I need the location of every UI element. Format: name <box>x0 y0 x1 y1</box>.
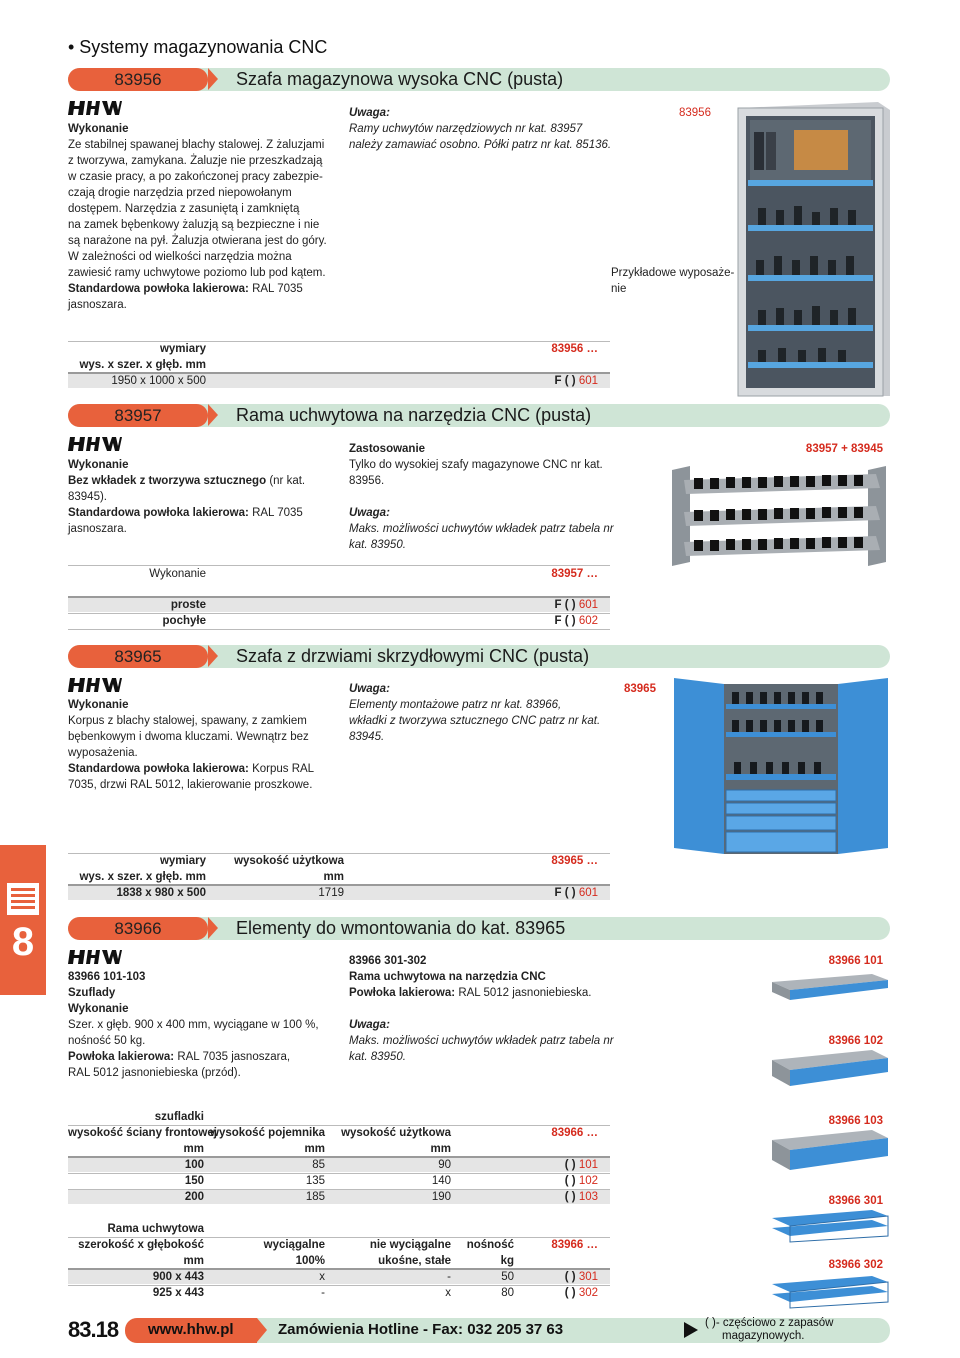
image-label: 83966 103 <box>828 1115 883 1127</box>
description: 83966 301-302 Rama uchwytowa na narzędzia CNC Powłoka lakierowa: RAL 5012 jasnoniebieska. Uwaga: Maks. możliwości uchwytów wkładek patrz tabela nr kat. 83950. <box>349 955 614 1063</box>
table-cell-code: ( ) 102 <box>564 1175 598 1187</box>
table-cell: 90 <box>438 1159 451 1171</box>
table-header: mm <box>183 1255 204 1267</box>
image-label: 83966 101 <box>828 955 883 967</box>
image-label: 83966 102 <box>828 1035 883 1047</box>
section-title: Elementy do wmontowania do kat. 83965 <box>236 918 566 938</box>
table-header: ukośne, stałe <box>378 1255 451 1267</box>
table-cell: 185 <box>305 1191 325 1203</box>
section-title: Szafa z drzwiami skrzydłowymi CNC (pusta) <box>236 646 590 666</box>
note-text: Uwaga: Elementy montażowe patrz nr kat. 83966, wkładki z tworzywa sztucznego CNC patrz nr kat. 83945. <box>349 683 601 743</box>
rail-image <box>770 1208 890 1244</box>
table-header-code: 83965 … <box>551 855 598 867</box>
image-label: 83957 + 83945 <box>805 443 883 455</box>
table-header: wysokość pojemnika <box>210 1127 326 1139</box>
table-cell: - <box>447 1271 451 1283</box>
drawer-image <box>770 1128 890 1172</box>
table-header: wysokość użytkowa <box>234 855 344 867</box>
play-arrow-icon <box>684 1322 698 1338</box>
table-cell: 85 <box>312 1159 325 1171</box>
table-cell: - <box>321 1287 325 1299</box>
table-header: wys. x szer. x głęb. mm <box>79 359 206 371</box>
table-header: wyciągalne <box>263 1239 325 1251</box>
table-cell-code: F ( ) 601 <box>554 887 598 899</box>
usage-text: Zastosowanie Tylko do wysokiej szafy magazynowe CNC nr kat. 83956. Uwaga: Maks. możliwości uchwytów wkładek patrz tabela nr kat. 83950. <box>349 443 614 551</box>
section-number: 83956 <box>68 68 208 91</box>
table-header: wysokość użytkowa <box>341 1127 451 1139</box>
table-cell: 925 x 443 <box>152 1287 204 1299</box>
description: Wykonanie Korpus z blachy stalowej, spawany, z zamkiem bębenkowym i dwoma kluczami. Wewnątrz bez wyposażenia. Standardowa powłoka lakierowa: Korpus RAL 7035, drzwi RAL 5012, lakierowanie proszkowe. <box>68 699 315 791</box>
table-cell: 140 <box>431 1175 451 1187</box>
table-header: szerokość x głębokość <box>78 1239 204 1251</box>
table-header: Rama uchwytowa <box>107 1223 204 1235</box>
table-header: nie wyciągalne <box>369 1239 451 1251</box>
table-header: nośność <box>466 1239 514 1251</box>
table-header-code: 83966 … <box>551 1239 598 1251</box>
note-text: Ramy uchwytów narzędziowych nr kat. 83957 należy zamawiać osobno. Półki patrz nr kat. 85136. <box>349 123 612 151</box>
hhw-logo <box>68 950 122 964</box>
image-label: 83966 301 <box>828 1195 883 1207</box>
rack-image <box>668 466 890 566</box>
table-header: szufladki <box>154 1111 204 1123</box>
table-cell: 1838 x 980 x 500 <box>116 887 206 899</box>
section-number: 83957 <box>68 404 208 427</box>
table-rule <box>68 629 610 630</box>
footer-hotline: Zamówienia Hotline - Fax: 032 205 37 63 <box>278 1321 564 1338</box>
footer-url[interactable]: www.hhw.pl <box>148 1321 234 1338</box>
footer-note: ( )- częściowo z zapasów magazynowych. <box>705 1317 834 1342</box>
footer-url-tip <box>257 1318 267 1342</box>
description: Wykonanie Bez wkładek z tworzywa sztucznego (nr kat. 83945). Standardowa powłoka lakierowa: RAL 7035 jasnoszara. <box>68 459 306 535</box>
table-header: mm <box>430 1143 451 1155</box>
table-header: wymiary <box>159 343 206 355</box>
note-heading: Uwaga: <box>349 107 390 119</box>
table-cell: proste <box>170 599 206 611</box>
table-header-code: 83957 … <box>551 568 598 580</box>
table-cell: pochyłe <box>162 615 206 627</box>
table-header-code: 83966 … <box>551 1127 598 1139</box>
hhw-logo <box>68 101 122 115</box>
section-number: 83966 <box>68 917 208 940</box>
table-cell: 150 <box>184 1175 204 1187</box>
drawer-image <box>770 970 890 1004</box>
document-icon <box>6 882 40 916</box>
hhw-logo <box>68 437 122 451</box>
table-cell-code: F ( ) 601 <box>554 375 598 387</box>
page-title: • Systemy magazynowania CNC <box>68 37 328 57</box>
section-title: Szafa magazynowa wysoka CNC (pusta) <box>236 69 564 89</box>
table-header: mm <box>304 1143 325 1155</box>
table-header-code: 83956 … <box>551 343 598 355</box>
rail-image <box>770 1274 890 1310</box>
section-number: 83965 <box>68 645 208 668</box>
hhw-logo <box>68 678 122 692</box>
description: Ze stabilnej spawanej blachy stalowej. Z żaluzjami z tworzywa, zamykana. Żaluzje nie przeszkadzają w czasie pracy, a po zakończonej pracy zabezpie- czają drogie narzędzia przed niepowołanym dostępem. Narzędzia z zasuniętą i zamkniętą na zamek bębenkowy żaluzją są bezpieczne i nie są narażone na pył. Żaluzja otwierana jest do góry. W zależności od wielkości narzędzia można zawiesić ramy uchwytowe poziomo lub pod kątem. Standardowa powłoka lakierowa: RAL 7035 jasnoszara. <box>68 139 327 311</box>
table-cell: 200 <box>184 1191 204 1203</box>
table-cell-code: ( ) 301 <box>564 1271 598 1283</box>
table-header: Wykonanie <box>149 568 206 580</box>
description: 83966 101-103 Szuflady Wykonanie Szer. x głęb. 900 x 400 mm, wyciągane w 100 %, nośność 50 kg. Powłoka lakierowa: RAL 7035 jasnoszara, RAL 5012 jasnoniebieska (przód). <box>68 971 319 1079</box>
table-header: wymiary <box>159 855 206 867</box>
table-cell-code: F ( ) 601 <box>554 599 598 611</box>
footer-page-number: 83.18 <box>68 1317 119 1342</box>
table-cell-code: F ( ) 602 <box>554 615 598 627</box>
table-cell: 80 <box>501 1287 514 1299</box>
table-cell-code: ( ) 101 <box>564 1159 598 1171</box>
image-caption: Przykładowe wyposaże- nie <box>611 267 735 295</box>
section-title: Rama uchwytowa na narzędzia CNC (pusta) <box>236 405 592 425</box>
chapter-number: 8 <box>11 920 35 964</box>
table-header: 100% <box>295 1255 325 1267</box>
table-cell: x <box>445 1287 451 1299</box>
table-header: wysokość ściany frontowej <box>68 1127 217 1139</box>
table-cell: 100 <box>184 1159 204 1171</box>
table-cell: 1950 x 1000 x 500 <box>111 375 206 387</box>
image-label: 83956 <box>679 107 711 119</box>
table-header: kg <box>500 1255 514 1267</box>
cabinet-image <box>672 678 890 856</box>
table-cell: 190 <box>431 1191 451 1203</box>
table-cell: x <box>319 1271 325 1283</box>
table-cell-code: ( ) 103 <box>564 1191 598 1203</box>
image-label: 83965 <box>624 683 656 695</box>
table-cell: 900 x 443 <box>152 1271 204 1283</box>
image-label: 83966 302 <box>828 1259 883 1271</box>
drawer-image <box>770 1048 890 1088</box>
table-cell-code: ( ) 302 <box>564 1287 598 1299</box>
table-cell: 135 <box>305 1175 325 1187</box>
cabinet-image <box>728 100 893 400</box>
section-label: Wykonanie <box>68 123 129 135</box>
table-cell: 50 <box>501 1271 514 1283</box>
table-header: mm <box>183 1143 204 1155</box>
table-cell: 1719 <box>318 887 344 899</box>
table-header: wys. x szer. x głęb. mm <box>79 871 206 883</box>
table-header: mm <box>323 871 344 883</box>
